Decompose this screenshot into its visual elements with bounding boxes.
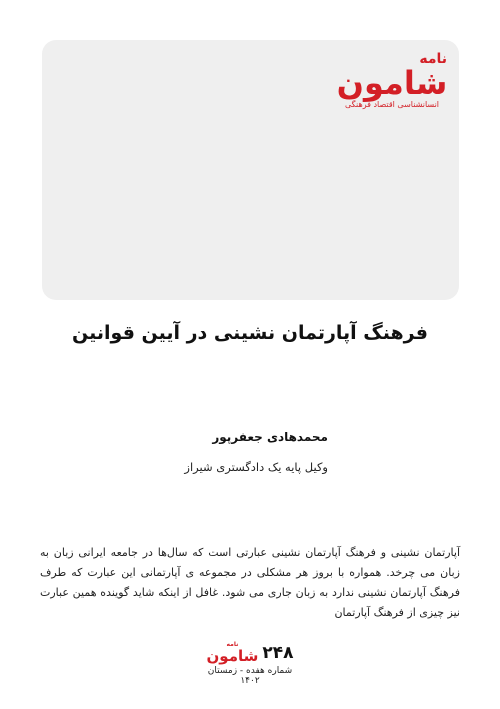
logo-name: نامه [419,51,447,67]
article-title: فرهنگ آپارتمان نشینی در آیین قوانین [72,322,428,344]
footer-logo-sub: نامه [226,641,239,648]
author-name: محمدهادی جعفرپور [212,430,328,444]
footer-logo [206,641,258,664]
author-role: وکیل پایه یک دادگستری شیراز [184,460,328,474]
issue-label: شماره هفده - زمستان ۱۴۰۲ [207,666,293,686]
logo-main-text: شامون [336,64,448,102]
logo-tagline: انسانشناسی اقتصاد فرهنگی [344,100,440,109]
page-number: ۲۴۸ [262,642,294,663]
footer-logo-text: شامون [206,647,259,665]
page-footer [200,641,300,686]
cover-image-placeholder [42,40,459,300]
article-intro: آپارتمان نشینی و فرهنگ آپارتمان نشینی عبارتی است که سال‌ها در جامعه ایرانی زبان به زبان می چرخد. همواره با بروز هر مشکلی در مجموعه ی آپارتمانی این عبارت که طرف فرهنگ آپارتمان نشینی ندارد به زبان جاری می شود. غافل از اینکه شاید گوینده همین عبارت نیز چیزی از فرهنگ آپارتمان [40,546,460,619]
magazine-logo [333,52,451,128]
